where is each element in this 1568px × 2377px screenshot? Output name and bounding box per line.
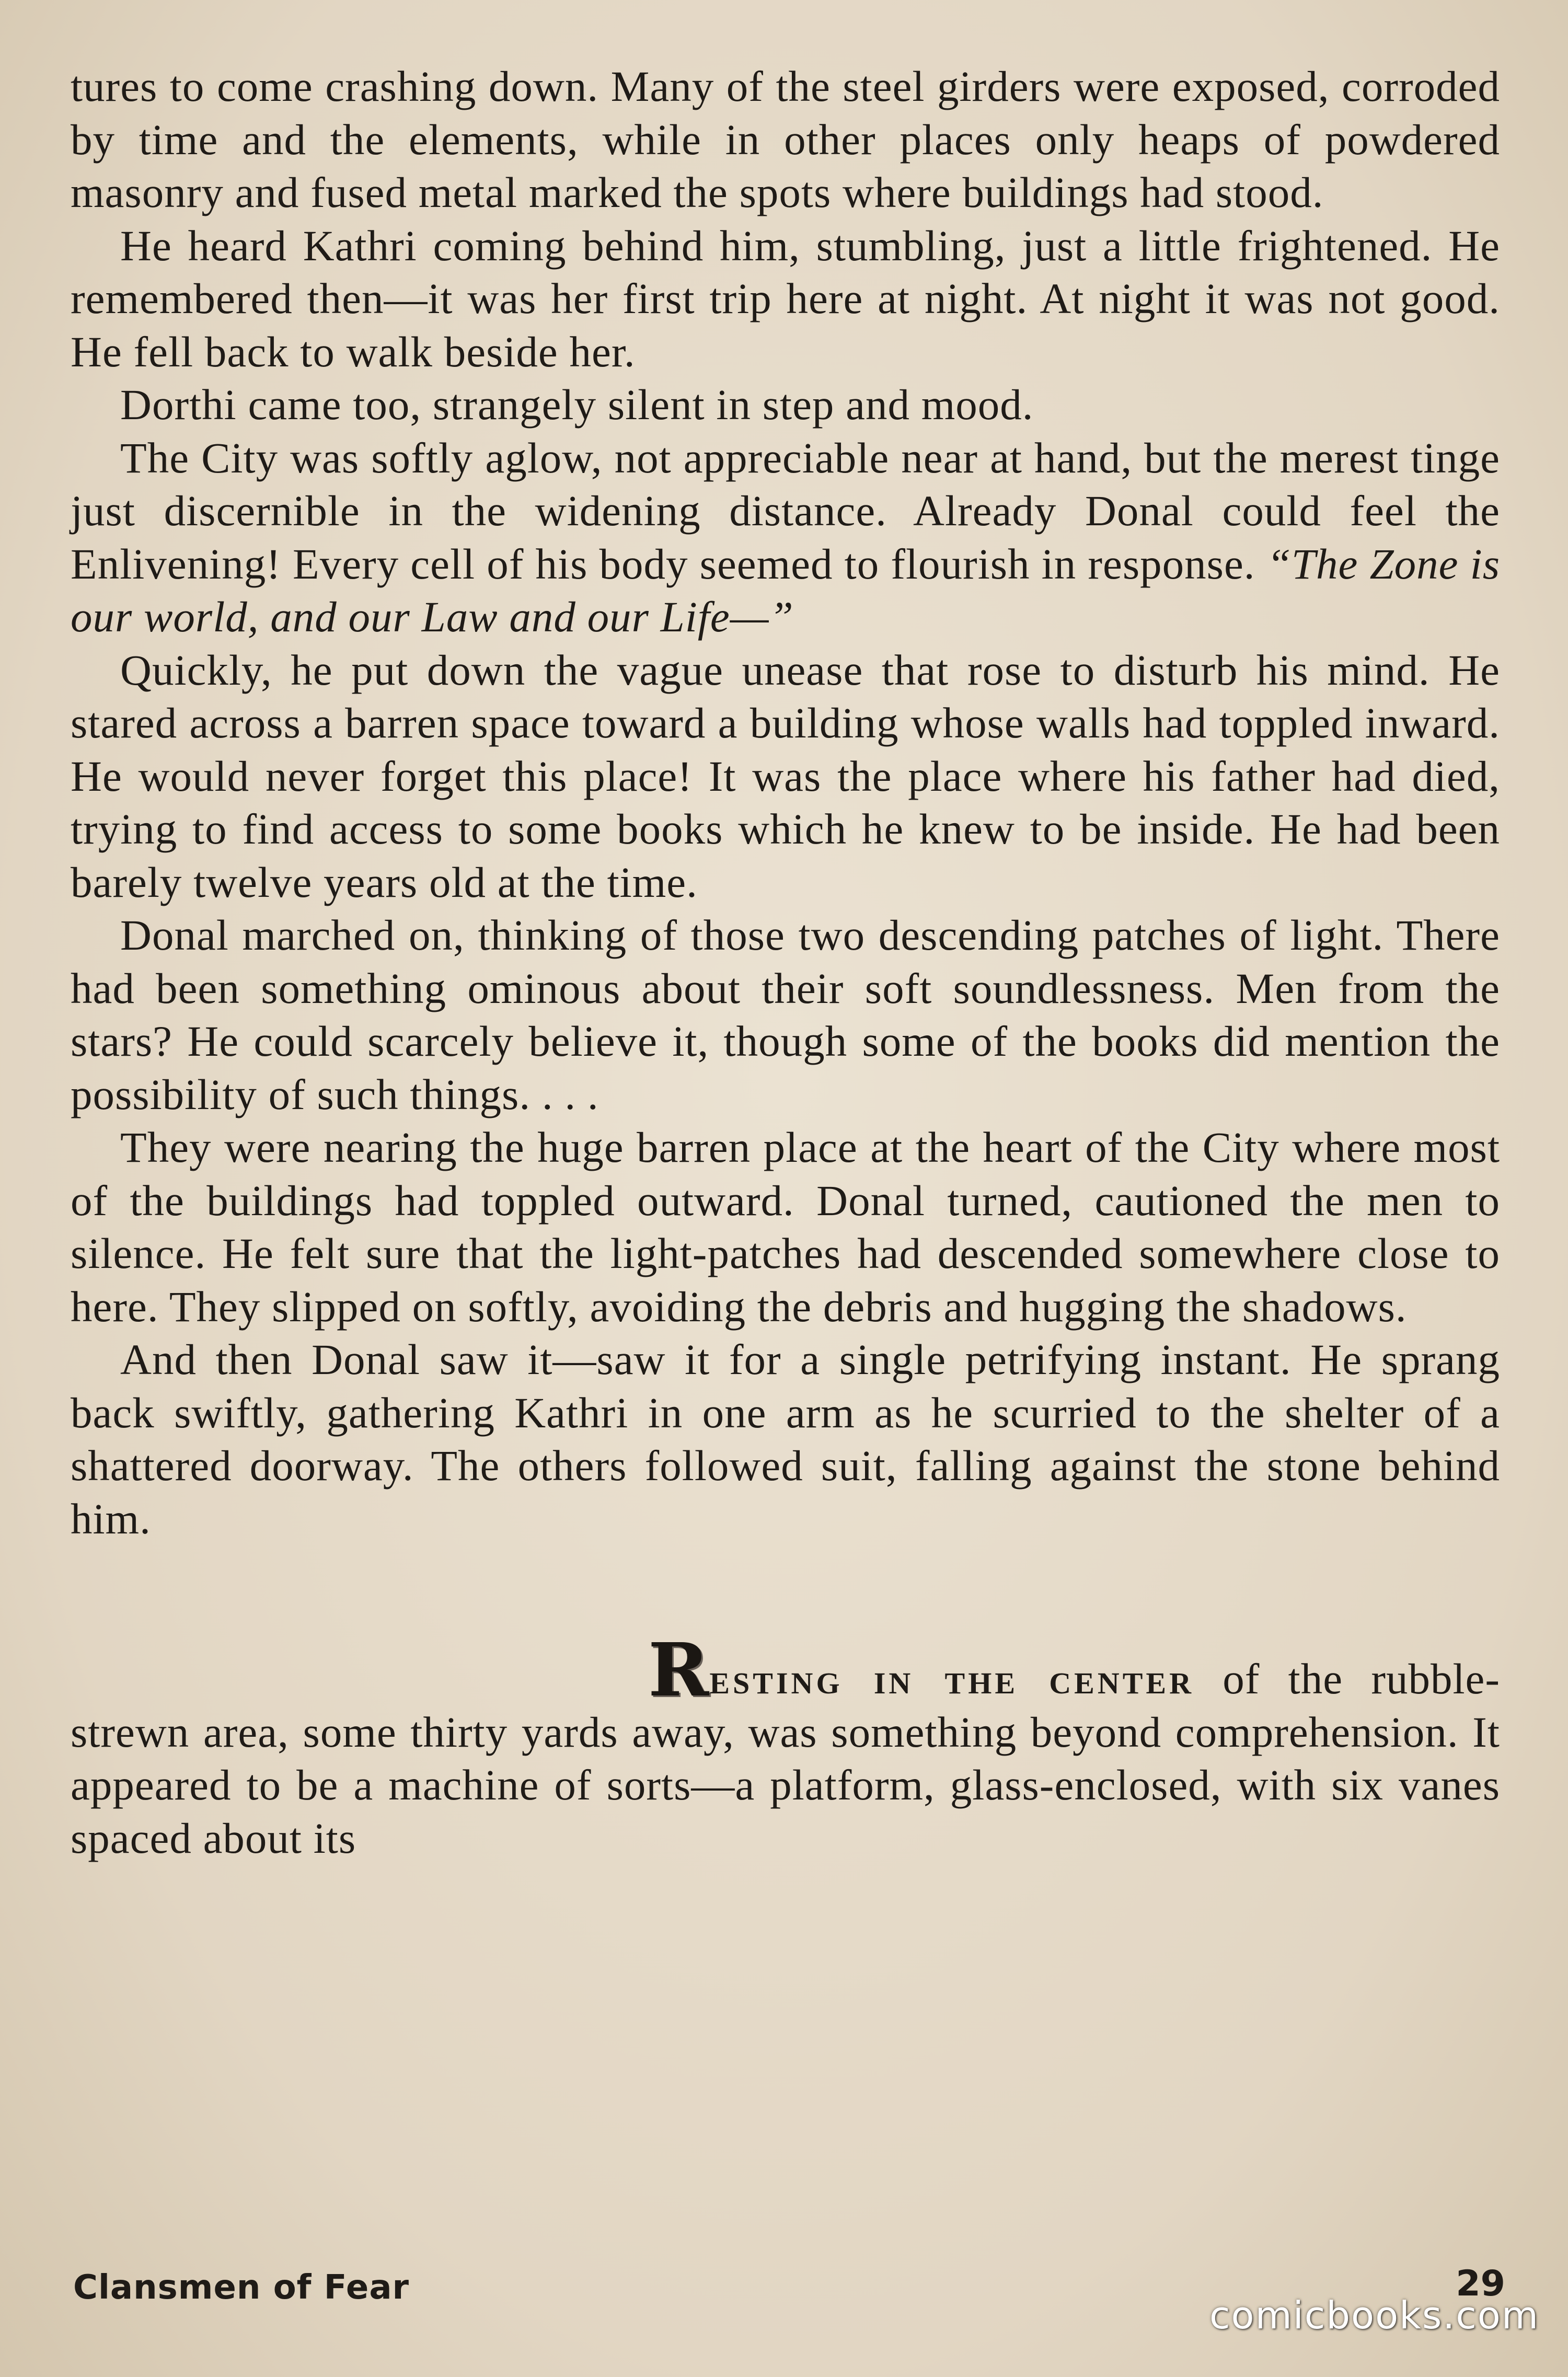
paragraph-7: They were nearing the huge barren place at the heart of the City where most of the buildings had toppled outward. Donal turned, cautioned the men to silence. He felt sure that the light-patches had descended somewhere close to here. They slipped on softly, avoiding the debris and hugging the shadows. bbox=[71, 1123, 1500, 1331]
italic-quote: “The Zone is our world, and our Law and our Life—” bbox=[71, 539, 1500, 641]
section-break bbox=[71, 1545, 1500, 1653]
section-2-paragraph bbox=[71, 1628, 1500, 1865]
paragraph-3: Dorthi came too, strangely silent in step and mood. bbox=[120, 380, 1034, 429]
paragraph-6: Donal marched on, thinking of those two descending patches of light. There had been something ominous about their soft soundlessness. Men from the stars? He could scarcely believe it, though some of the books did mention the possibility of such things. . . . bbox=[71, 911, 1500, 1118]
paragraph-2: He heard Kathri coming behind him, stumbling, just a little frightened. He remembered then—it was her first trip here at night. At night it was not good. He fell back to walk beside her. bbox=[71, 221, 1500, 376]
body-text bbox=[71, 60, 1500, 1865]
page-number: 29 bbox=[1456, 2263, 1505, 2304]
paragraph-1: tures to come crashing down. Many of the steel girders were exposed, corroded by time and the elements, while in other places only heaps of powdered masonry and fused metal marked the spots where buildings had stood. bbox=[71, 62, 1500, 216]
paragraph-4-text: The City was softly aglow, not appreciable near at hand, but the merest tinge just discernible in the widening distance. Already Donal could feel the Enlivening! Every cell of his body seemed to flourish in response. bbox=[71, 433, 1500, 588]
paragraph-8: And then Donal saw it—saw it for a single petrifying instant. He sprang back swiftly, gathering Kathri in one arm as he scurried to the shelter of a shattered doorway. The others followed suit, falling against the stone behind him. bbox=[71, 1335, 1500, 1543]
small-caps-lead: esting in the center bbox=[709, 1655, 1194, 1703]
paragraph-4 bbox=[71, 432, 1500, 644]
section-2-text: of the rubble-strewn area, some thirty yards away, was something beyond comprehension. It appeared to be a machine of sorts—a platform, glass-enclosed, with six vanes spaced about its bbox=[71, 1655, 1500, 1862]
paragraph-5: Quickly, he put down the vague unease that rose to disturb his mind. He stared across a barren space toward a building whose walls had toppled inward. He would never forget this place! It was the place where his father had died, trying to find access to some books which he knew to be inside. He had been barely twelve years old at the time. bbox=[71, 645, 1500, 906]
watermark: comicbooks.com bbox=[1209, 2293, 1539, 2337]
drop-cap: R bbox=[648, 1628, 710, 1713]
running-footer-title: Clansmen of Fear bbox=[73, 2268, 410, 2307]
